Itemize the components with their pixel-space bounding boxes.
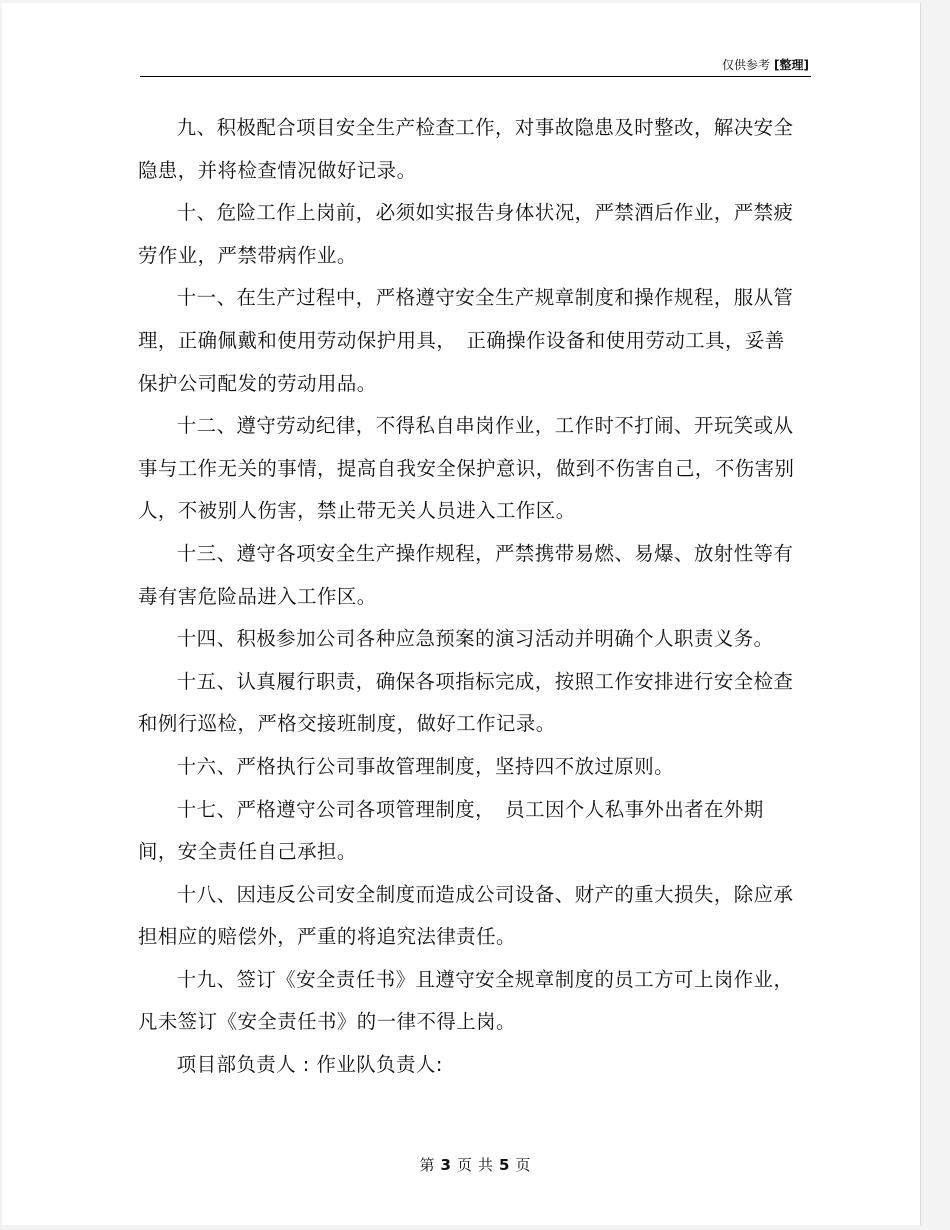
- current-page-number: 3: [440, 1156, 451, 1174]
- paragraph-11: 十一、在生产过程中，严格遵守安全生产规章制度和操作规程，服从管理，正确佩戴和使用劳动保护用具， 正确操作设备和使用劳动工具，妥善保护公司配发的劳动用品。: [138, 286, 794, 395]
- footer-suffix: 页: [515, 1156, 531, 1174]
- paragraph-17: 十七、严格遵守公司各项管理制度， 员工因个人私事外出者在外期间，安全责任自己承担。: [138, 797, 764, 864]
- paragraph-16: 十六、严格执行公司事故管理制度，坚持四不放过原则。: [176, 754, 675, 778]
- page-header: [140, 52, 811, 77]
- paragraph-13: 十三、遵守各项安全生产操作规程，严禁携带易燃、易爆、放射性等有毒有害危险品进入工作区。: [138, 541, 794, 608]
- page-footer: [0, 1154, 950, 1175]
- document-body: [138, 107, 798, 1087]
- paragraph-18: 十八、因违反公司安全制度而造成公司设备、财产的重大损失，除应承担相应的赔偿外，严重的将追究法律责任。: [138, 882, 794, 949]
- paragraph-12: 十二、遵守劳动纪律，不得私自串岗作业，工作时不打闹、开玩笑或从事与工作无关的事情，提高自我安全保护意识，做到不伤害自己，不伤害别人，不被别人伤害，禁止带无关人员进入工作区。: [138, 414, 795, 523]
- paragraph-19: 十九、签订《安全责任书》且遵守安全规章制度的员工方可上岗作业，凡未签订《安全责任书》的一律不得上岗。: [138, 967, 794, 1034]
- header-tag: [整理]: [774, 58, 809, 72]
- footer-total-word: 共: [478, 1156, 494, 1174]
- header-note: [722, 56, 809, 73]
- total-page-number: 5: [499, 1156, 510, 1174]
- header-text: 仅供参考: [722, 58, 771, 72]
- footer-page-word: 页: [456, 1156, 472, 1174]
- paragraph-15: 十五、认真履行职责，确保各项指标完成，按照工作安排进行安全检查和例行巡检，严格交接班制度，做好工作记录。: [138, 669, 794, 736]
- paragraph-9: 九、积极配合项目安全生产检查工作，对事故隐患及时整改，解决安全隐患，并将检查情况做好记录。: [138, 116, 794, 182]
- footer-prefix: 第: [419, 1156, 435, 1174]
- signature-line: 项目部负责人 : 作业队负责人:: [176, 1053, 443, 1077]
- paragraph-10: 十、危险工作上岗前，必须如实报告身体状况，严禁酒后作业，严禁疲劳作业，严禁带病作业。: [138, 201, 794, 267]
- paragraph-14: 十四、积极参加公司各种应急预案的演习活动并明确个人职责义务。: [176, 627, 774, 651]
